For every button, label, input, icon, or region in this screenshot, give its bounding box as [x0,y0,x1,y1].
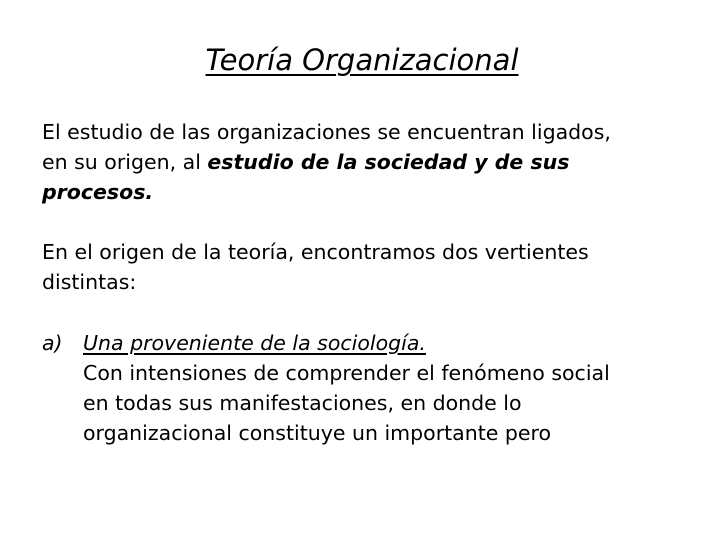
list-marker: a) [42,331,63,355]
list-item-line-3: organizacional constituye un importante pero [83,421,552,445]
list-item-line-2: en todas sus manifestaciones, en donde lo [83,391,522,415]
paragraph-intro-line-1: El estudio de las organizaciones se encuentran ligados, [42,120,611,144]
paragraph-origins [42,237,712,297]
list-item-content [42,328,712,448]
emphasis-text-continued: procesos. [42,180,154,204]
list-item-a [42,328,712,448]
paragraph-intro-line-2 [42,147,712,177]
emphasis-text: estudio de la sociedad y de sus [207,150,570,174]
slide-body [42,117,712,448]
list-item-line-1: Con intensiones de comprender el fenómeno social [83,361,610,385]
paragraph-intro-line-2-text: en su origen, al [42,150,208,174]
slide-title: Teoría Organizacional [205,43,519,77]
paragraph-origins-line-2: distintas: [42,270,137,294]
paragraph-intro [42,117,712,207]
list-item-heading: Una proveniente de la sociología. [83,331,426,355]
paragraph-origins-line-1: En el origen de la teoría, encontramos dos vertientes [42,240,589,264]
